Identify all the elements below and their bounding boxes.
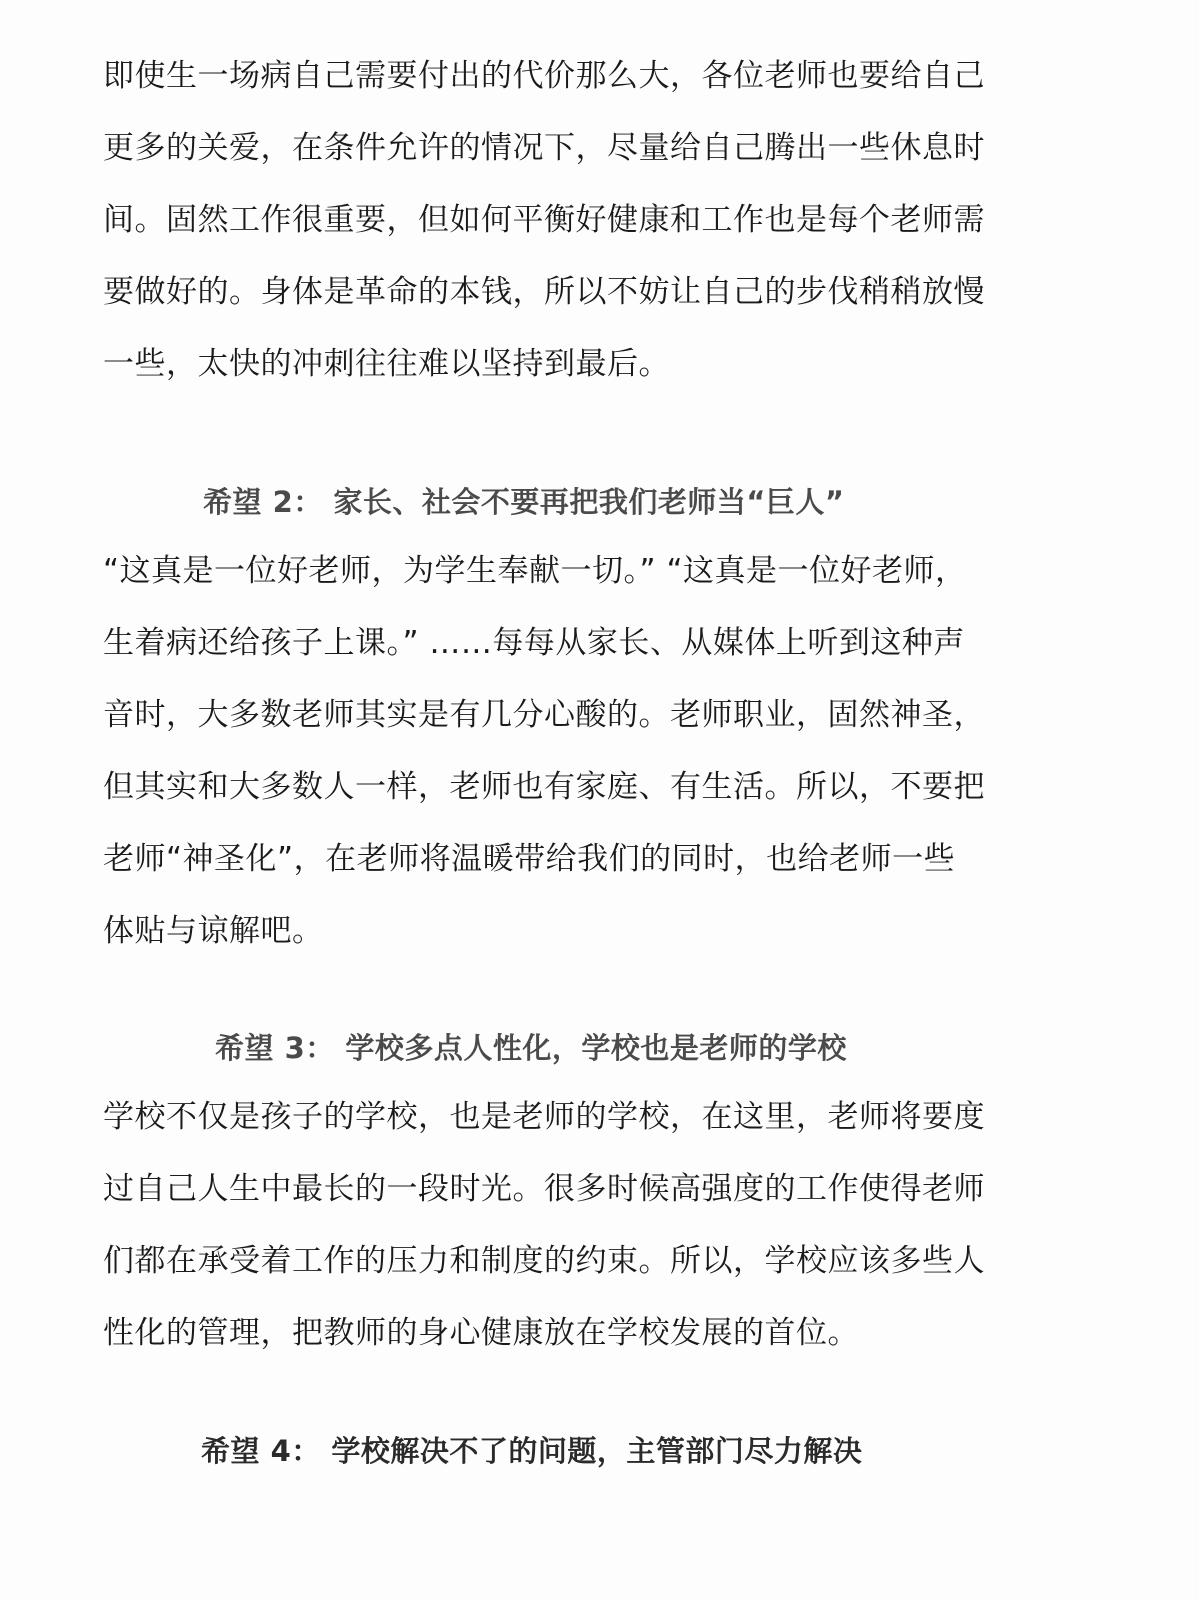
paragraph-line: 一些，太快的冲刺往往难以坚持到最后。 <box>103 346 670 382</box>
paragraph-line: 体贴与谅解吧。 <box>103 913 324 949</box>
paragraph-line: 要做好的。身体是革命的本钱，所以不妨让自己的步伐稍稍放慢 <box>103 274 985 310</box>
paragraph-line: 生着病还给孩子上课。” ……每每从家长、从媒体上听到这种声 <box>103 625 965 661</box>
paragraph-line: 间。固然工作很重要，但如何平衡好健康和工作也是每个老师需 <box>103 202 985 238</box>
paragraph-3 <box>103 1081 1043 1369</box>
section-4-heading: 希望 4： 学校解决不了的问题，主管部门尽力解决 <box>201 1434 863 1468</box>
paragraph-line: 老师“神圣化”，在老师将温暖带给我们的同时，也给老师一些 <box>103 841 956 877</box>
paragraph-1 <box>103 40 1043 400</box>
section-3-heading: 希望 3： 学校多点人性化，学校也是老师的学校 <box>215 1031 847 1065</box>
paragraph-line: 们都在承受着工作的压力和制度的约束。所以，学校应该多些人 <box>103 1243 985 1279</box>
paragraph-line: 即使生一场病自己需要付出的代价那么大，各位老师也要给自己 <box>103 58 985 94</box>
paragraph-line: 学校不仅是孩子的学校，也是老师的学校，在这里，老师将要度 <box>103 1099 985 1135</box>
paragraph-line: “这真是一位好老师，为学生奉献一切。” “这真是一位好老师， <box>103 553 967 589</box>
paragraph-line: 更多的关爱，在条件允许的情况下，尽量给自己腾出一些休息时 <box>103 130 985 166</box>
paragraph-2 <box>103 535 1043 967</box>
paragraph-line: 音时，大多数老师其实是有几分心酸的。老师职业，固然神圣， <box>103 697 985 733</box>
section-2-heading: 希望 2： 家长、社会不要再把我们老师当“巨人” <box>203 485 845 519</box>
paragraph-line: 但其实和大多数人一样，老师也有家庭、有生活。所以，不要把 <box>103 769 985 805</box>
paragraph-line: 性化的管理，把教师的身心健康放在学校发展的首位。 <box>103 1315 859 1351</box>
paragraph-line: 过自己人生中最长的一段时光。很多时候高强度的工作使得老师 <box>103 1171 985 1207</box>
